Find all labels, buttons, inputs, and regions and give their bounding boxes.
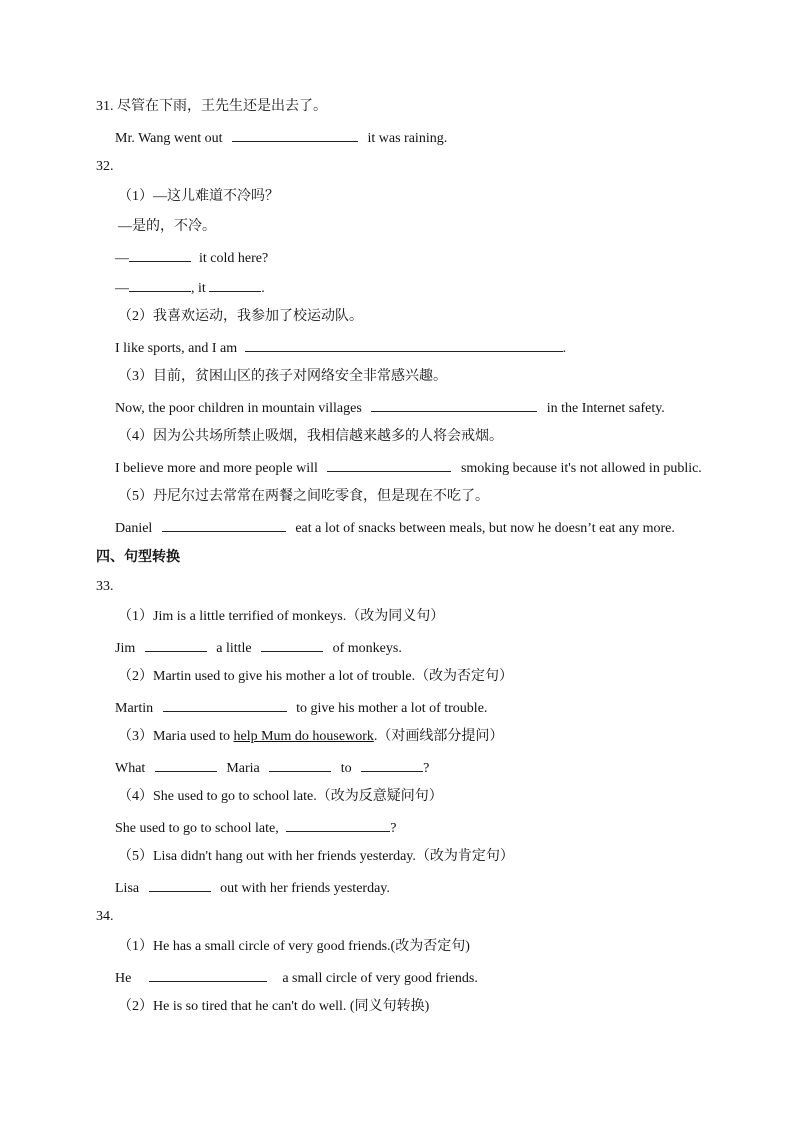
q33-1-a3: of monkeys. [332,641,402,656]
q34-1-label: （1） [118,939,153,954]
q32-4-answer [115,458,702,478]
q33-1-text: Jim is a little terrified of monkeys.（改为同义句） [153,609,445,624]
q34-1-a2: a small circle of very good friends. [282,971,478,986]
q33-5-text: Lisa didn't hang out with her friends yesterday.（改为肯定句） [153,849,514,864]
q32-5-blank[interactable] [162,518,286,532]
q33-5-prompt [118,848,514,866]
q31-answer-post: it was raining. [367,131,448,146]
q32-1-blank-2[interactable] [129,278,191,292]
period: . [562,341,567,356]
q32-1-prompt-reply: —是的，不冷。 [118,219,216,234]
q31-number: 31. [96,99,114,114]
q33-3-blank-3[interactable] [361,758,423,772]
q32-4-text: 因为公共场所禁止吸烟，我相信越来越多的人将会戒烟。 [153,429,503,444]
q33-2-prompt [118,668,513,686]
q33-5-a2: out with her friends yesterday. [220,881,390,896]
q34-1-a1: He [115,971,132,986]
q32-4-blank[interactable] [327,458,451,472]
q32-5-answer-post: eat a lot of snacks between meals, but now he doesn’t eat any more. [295,521,675,536]
q32-3-prompt [118,368,447,386]
q33-2-blank[interactable] [163,698,287,712]
q33-4-label: （4） [118,789,153,804]
q31-answer-line [115,128,447,148]
dash: — [115,281,129,296]
q32-3-text: 目前，贫困山区的孩子对网络安全非常感兴趣。 [153,369,447,384]
q33-1-a2: a little [216,641,252,656]
q32-3-blank[interactable] [371,398,537,412]
q33-1-a1: Jim [115,641,136,656]
question-mark: ? [423,761,430,776]
q33-4-answer [115,818,396,838]
period: . [261,281,265,296]
q32-1-answer-b-mid: , it [191,281,206,296]
q32-4-prompt [118,428,503,446]
q34-1-prompt [118,938,470,956]
q32-5-label: （5） [118,489,153,504]
section-title: 四、句型转换 [96,549,180,565]
q32-5-text: 丹尼尔过去常常在两餐之间吃零食，但是现在不吃了。 [153,489,489,504]
q34-1-answer [115,968,478,988]
q33-4-blank[interactable] [286,818,390,832]
q32-1-answer-a-text: it cold here? [199,251,269,266]
q33-1-prompt [118,608,444,626]
q32-3-answer [115,398,665,418]
q33-number: 33. [96,579,114,594]
q32-2-blank[interactable] [245,338,563,352]
q31-prompt-line [96,98,327,116]
q32-number: 32. [96,159,114,174]
q32-1-label: （1） [118,189,153,204]
q34-2-label: （2） [118,999,153,1014]
q33-4-text: She used to go to school late.（改为反意疑问句） [153,789,443,804]
q31-blank[interactable] [232,128,358,142]
q32-1-answer-b [115,278,265,298]
q32-4-label: （4） [118,429,153,444]
q33-2-a2: to give his mother a lot of trouble. [296,701,488,716]
q32-5-answer-pre: Daniel [115,521,153,536]
q33-5-label: （5） [118,849,153,864]
q32-3-label: （3） [118,369,153,384]
q32-3-answer-pre: Now, the poor children in mountain villages [115,401,362,416]
q32-1-blank-1[interactable] [129,248,191,262]
q33-4-prompt [118,788,443,806]
q32-2-text: 我喜欢运动，我参加了校运动队。 [153,309,363,324]
q32-4-answer-post: smoking because it's not allowed in public. [460,461,702,476]
q33-2-answer [115,698,487,718]
q33-1-label: （1） [118,609,153,624]
q34-2-text: He is so tired that he can't do well. (同义句转换) [153,999,430,1014]
q33-3-text-pre: Maria used to [153,729,230,744]
q32-2-prompt [118,308,363,326]
q33-1-blank-2[interactable] [261,638,323,652]
q33-4-a1: She used to go to school late, [115,821,279,836]
q31-prompt: 尽管在下雨，王先生还是出去了。 [117,99,327,114]
q32-1-blank-3[interactable] [209,278,261,292]
q33-3-label: （3） [118,729,153,744]
q32-5-prompt [118,488,489,506]
q33-3-blank-1[interactable] [155,758,217,772]
q33-1-answer [115,638,402,658]
q32-5-answer [115,518,675,538]
q32-1-text: —这儿难道不冷吗？ [153,189,279,204]
q32-1-prompt [118,188,279,206]
q34-1-blank[interactable] [149,968,267,982]
q34-2-prompt [118,998,429,1016]
q32-2-answer-pre: I like sports, and I am [115,341,238,356]
q32-2-label: （2） [118,309,153,324]
q33-3-blank-2[interactable] [269,758,331,772]
q33-1-blank-1[interactable] [145,638,207,652]
q33-3-underlined-phrase: help Mum do housework [233,729,374,744]
q31-answer-pre: Mr. Wang went out [115,131,223,146]
q33-3-a2: Maria [226,761,260,776]
q33-3-answer [115,758,429,778]
q33-3-a3: to [340,761,352,776]
q33-5-a1: Lisa [115,881,140,896]
q33-5-answer [115,878,390,898]
q34-number: 34. [96,909,114,924]
q33-2-text: Martin used to give his mother a lot of trouble.（改为否定句） [153,669,514,684]
dash: — [115,251,129,266]
q32-2-answer [115,338,566,358]
q33-2-label: （2） [118,669,153,684]
question-mark: ? [390,821,397,836]
q33-2-a1: Martin [115,701,154,716]
q33-3-text-post: .（对画线部分提问） [373,729,504,744]
q32-1-answer-a [115,248,268,268]
q33-3-prompt [118,728,503,746]
q32-3-answer-post: in the Internet safety. [546,401,665,416]
q34-1-text: He has a small circle of very good friends.(改为否定句) [153,939,470,954]
q33-3-a1: What [115,761,146,776]
q33-5-blank[interactable] [149,878,211,892]
q32-4-answer-pre: I believe more and more people will [115,461,318,476]
